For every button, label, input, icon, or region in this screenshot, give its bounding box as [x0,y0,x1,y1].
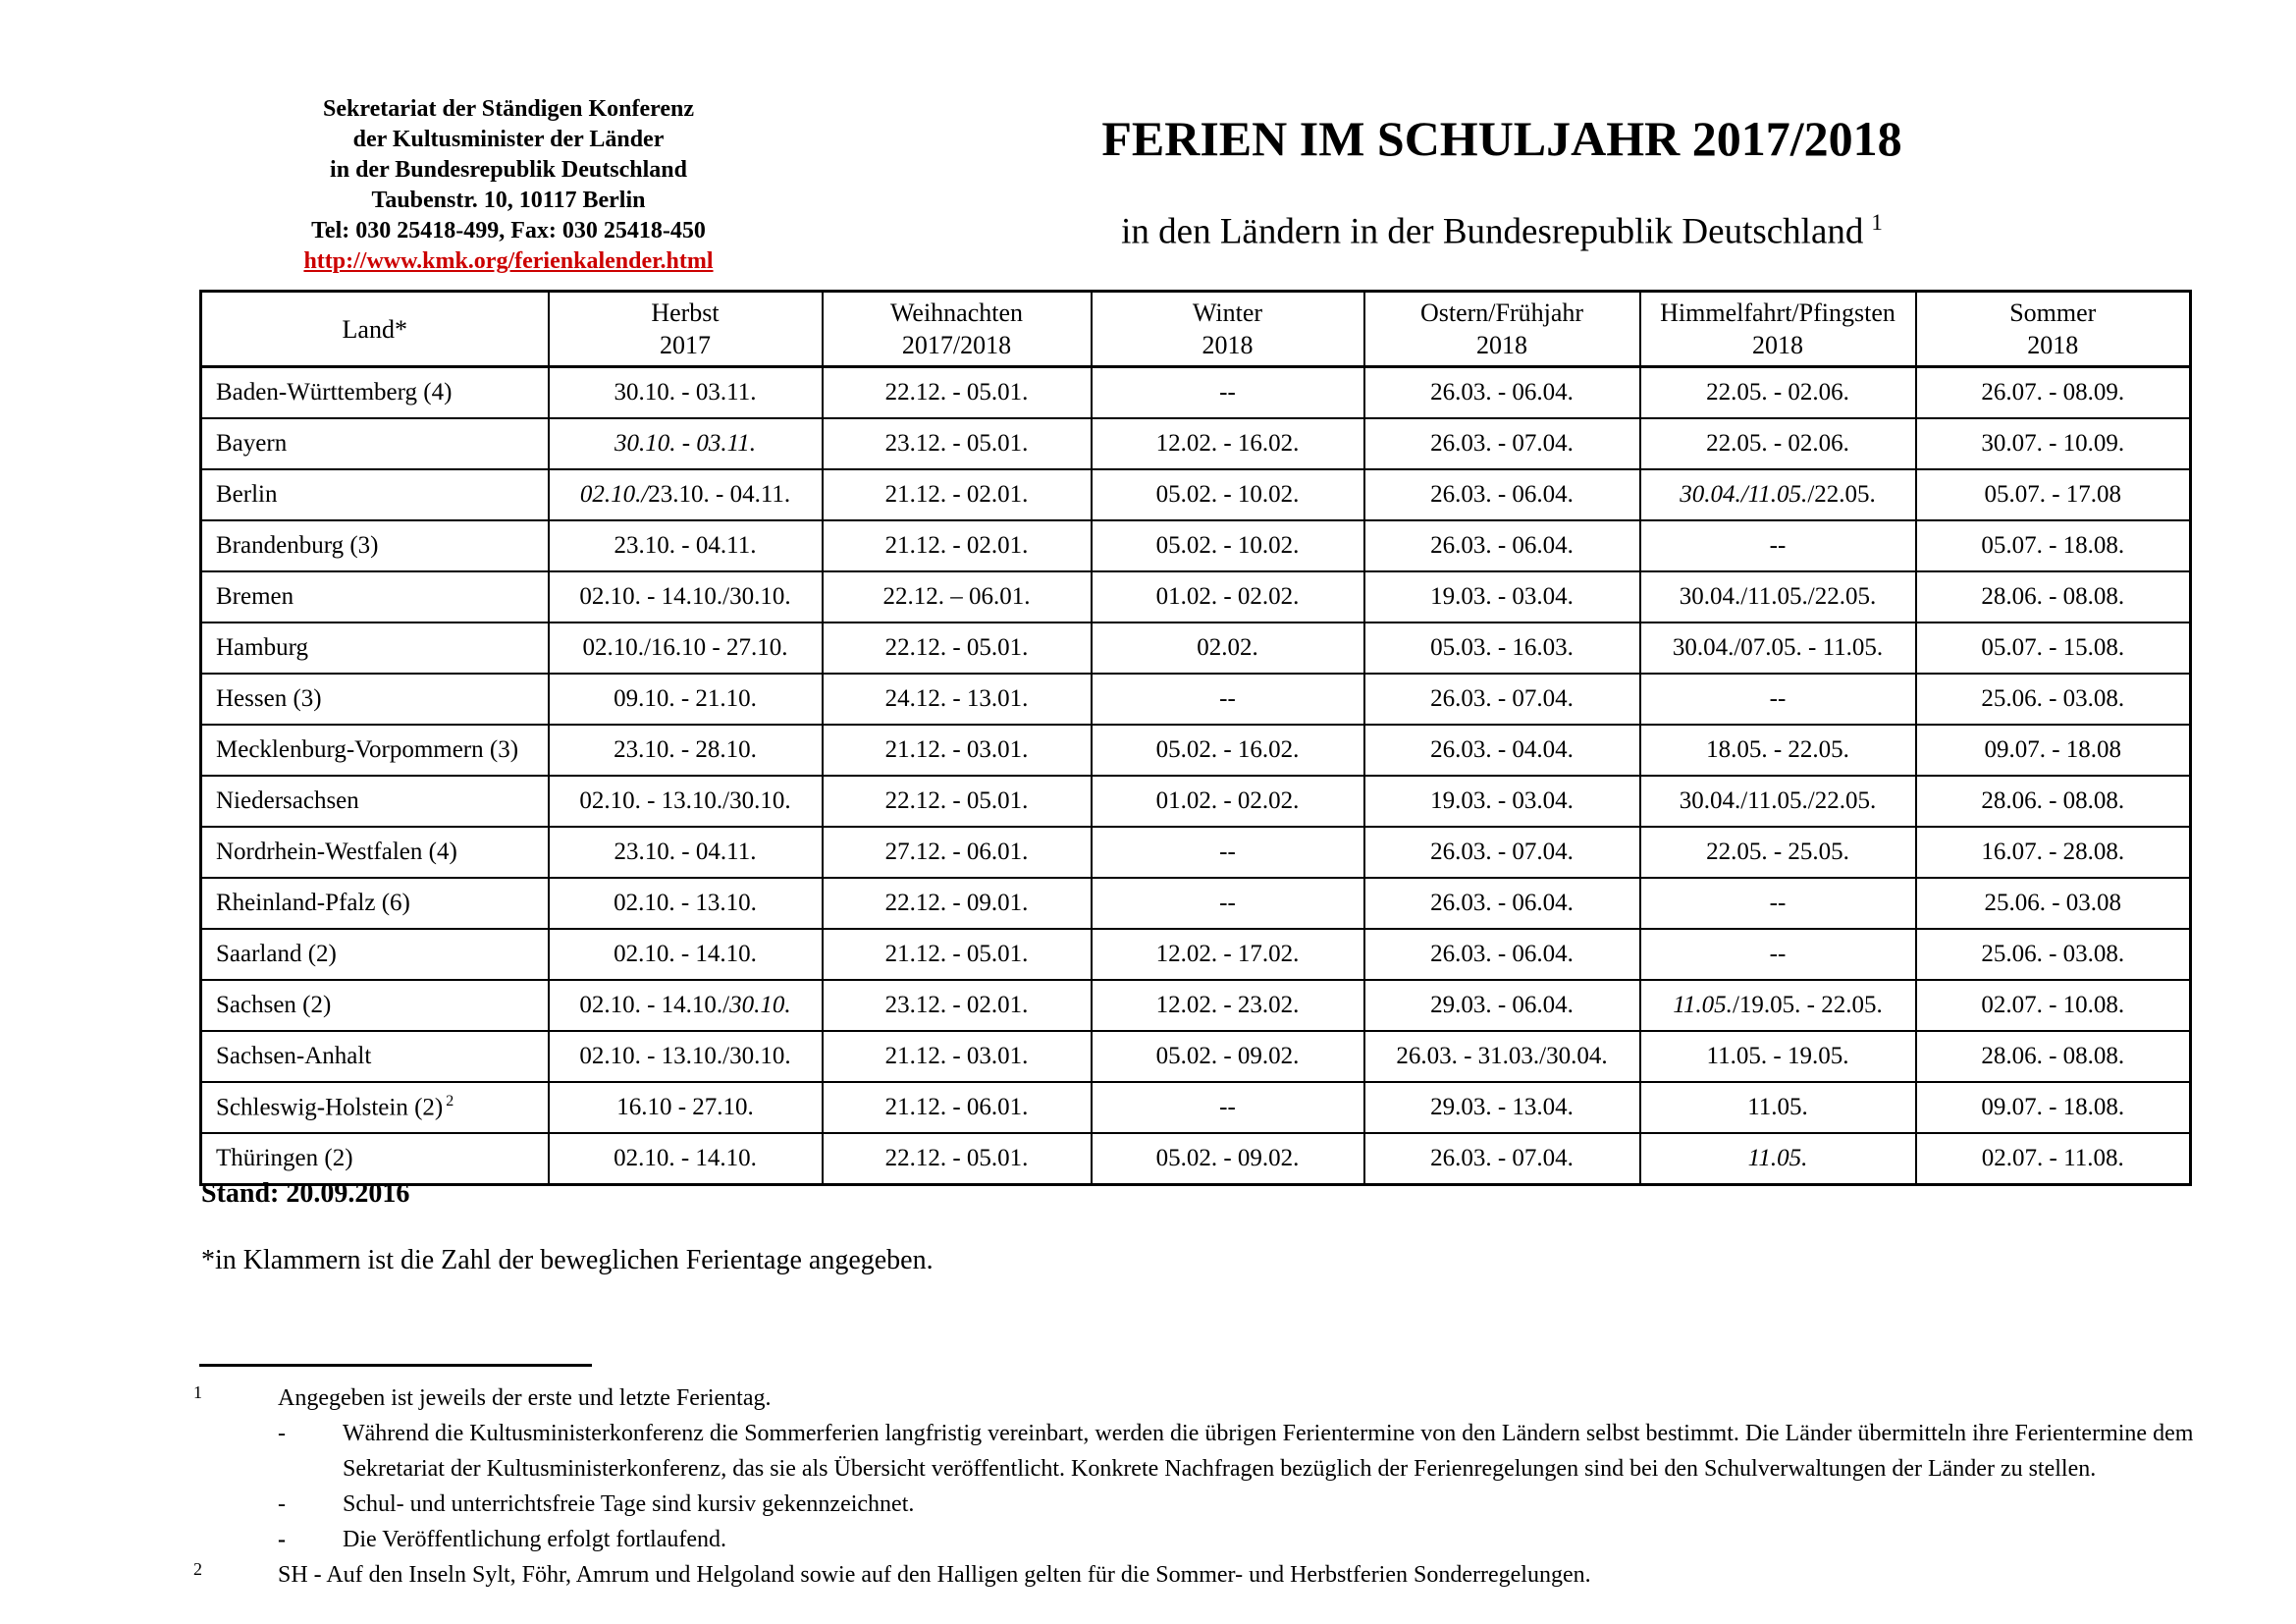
footnote-ref: 2 [446,1093,454,1110]
date-cell: 05.02. - 09.02. [1092,1133,1364,1185]
table-row [201,878,2191,929]
date-cell: 30.10. - 03.11. [549,418,823,469]
column-header-herbst: Herbst 2017 [549,292,823,367]
date-cell: 26.03. - 07.04. [1364,674,1640,725]
date-cell: 02.10. - 13.10. [549,878,823,929]
date-cell: 02.10. - 14.10./30.10. [549,980,823,1031]
date-cell: 05.07. - 15.08. [1916,623,2191,674]
kmk-link[interactable]: http://www.kmk.org/ferienkalender.html [303,248,714,274]
date-cell: -- [1640,674,1916,725]
subtitle-text: in den Ländern in der Bundesrepublik Deutschland [1121,211,1864,252]
land-cell: Schleswig-Holstein (2) $^2$ [201,1082,549,1133]
date-cell: 26.03. - 06.04. [1364,367,1640,419]
land-cell: Thüringen (2) [201,1133,549,1185]
date-cell: 11.05. [1640,1133,1916,1185]
date-cell: 12.02. - 16.02. [1092,418,1364,469]
table-row [201,520,2191,571]
date-cell: 24.12. - 13.01. [823,674,1092,725]
land-cell: Sachsen-Anhalt [201,1031,549,1082]
sender-line: Taubenstr. 10, 10117 Berlin [371,188,646,213]
date-cell: 09.07. - 18.08 [1916,725,2191,776]
date-cell: 30.04./07.05. - 11.05. [1640,623,1916,674]
date-cell: 21.12. - 05.01. [823,929,1092,980]
date-cell: 01.02. - 02.02. [1092,776,1364,827]
title-block [1070,110,1934,252]
table-row [201,674,2191,725]
date-cell: 05.02. - 10.02. [1092,469,1364,520]
date-cell: 26.03. - 06.04. [1364,469,1640,520]
date-cell: 22.12. - 05.01. [823,623,1092,674]
footnote-item [278,1416,2247,1487]
date-cell: 05.02. - 10.02. [1092,520,1364,571]
date-cell: 21.12. - 06.01. [823,1082,1092,1133]
date-cell: 27.12. - 06.01. [823,827,1092,878]
date-cell: 26.03. - 31.03./30.04. [1364,1031,1640,1082]
date-cell: 05.02. - 16.02. [1092,725,1364,776]
sender-block [199,94,818,277]
stand-label: Stand: 20.09.2016 [201,1178,410,1209]
table-row [201,623,2191,674]
date-cell: 18.05. - 22.05. [1640,725,1916,776]
table-row [201,1133,2191,1185]
page-title: FERIEN IM SCHULJAHR 2017/2018 [1101,111,1902,166]
date-cell: 01.02. - 02.02. [1092,571,1364,623]
date-cell: 25.06. - 03.08. [1916,674,2191,725]
date-cell: 02.10./23.10. - 04.11. [549,469,823,520]
date-cell: -- [1092,1082,1364,1133]
table-body [201,367,2191,1185]
date-cell: 19.03. - 03.04. [1364,776,1640,827]
date-cell: -- [1640,520,1916,571]
footnote-item-text: Während die Kultusministerkonferenz die Sommerferien langfristig vereinbart, werden die übrigen Ferientermine von den Ländern selbst bestimmt. Die Länder übermitteln ihre Ferientermine dem Sekretariat der Kultusministerkonferenz, das sie als Übersicht veröffentlicht. Konkrete Nachfragen bezüglich der Ferienregelungen sind bei den Schulverwaltungen der Länder zu stellen. [343,1421,2194,1482]
date-cell: 30.04./11.05./22.05. [1640,776,1916,827]
date-cell: 30.10. - 03.11. [549,367,823,419]
column-header-sommer: Sommer 2018 [1916,292,2191,367]
date-cell: 29.03. - 13.04. [1364,1082,1640,1133]
footnote-text: SH - Auf den Inseln Sylt, Föhr, Amrum und Helgoland sowie auf den Halligen gelten für die Sommer- und Herbstferien Sonderregelungen. [278,1562,1591,1588]
table-header-row [201,292,2191,367]
table-row [201,1082,2191,1133]
date-cell: 22.12. - 05.01. [823,1133,1092,1185]
date-cell: 21.12. - 03.01. [823,725,1092,776]
footnote-item-text: Schul- und unterrichtsfreie Tage sind kursiv gekennzeichnet. [343,1491,915,1517]
date-cell: 25.06. - 03.08. [1916,929,2191,980]
table-row [201,725,2191,776]
date-cell: 11.05. [1640,1082,1916,1133]
date-cell: 30.07. - 10.09. [1916,418,2191,469]
date-cell: 09.07. - 18.08. [1916,1082,2191,1133]
date-cell: 02.02. [1092,623,1364,674]
date-cell: 02.07. - 10.08. [1916,980,2191,1031]
sender-line: Sekretariat der Ständigen Konferenz [323,96,694,122]
dash-bullet: - [278,1421,286,1446]
date-cell: 30.04./11.05./22.05. [1640,571,1916,623]
footnote-marker: 2 [193,1559,202,1579]
date-cell: 22.05. - 02.06. [1640,367,1916,419]
date-cell: 23.10. - 04.11. [549,827,823,878]
footnote-item-text: Die Veröffentlichung erfolgt fortlaufend. [343,1527,726,1552]
date-cell: 23.10. - 04.11. [549,520,823,571]
date-cell: 11.05. - 19.05. [1640,1031,1916,1082]
date-cell: 28.06. - 08.08. [1916,776,2191,827]
date-cell: 16.07. - 28.08. [1916,827,2191,878]
footnote [193,1380,2247,1557]
date-cell: 22.12. - 05.01. [823,367,1092,419]
date-cell: 05.07. - 17.08 [1916,469,2191,520]
date-cell: 29.03. - 06.04. [1364,980,1640,1031]
date-cell: 02.10./16.10 - 27.10. [549,623,823,674]
table-row [201,980,2191,1031]
land-cell: Brandenburg (3) [201,520,549,571]
land-cell: Sachsen (2) [201,980,549,1031]
date-cell: 09.10. - 21.10. [549,674,823,725]
footnote-item [278,1487,2247,1522]
date-cell: 02.10. - 13.10./30.10. [549,776,823,827]
date-cell: 12.02. - 23.02. [1092,980,1364,1031]
land-cell: Baden-Württemberg (4) [201,367,549,419]
date-cell: 02.10. - 14.10. [549,1133,823,1185]
date-cell: 23.12. - 02.01. [823,980,1092,1031]
date-cell: -- [1092,878,1364,929]
land-cell: Niedersachsen [201,776,549,827]
table-row [201,469,2191,520]
land-cell: Saarland (2) [201,929,549,980]
date-cell: 05.07. - 18.08. [1916,520,2191,571]
date-cell: 05.03. - 16.03. [1364,623,1640,674]
asterisk-note: *in Klammern ist die Zahl der beweglichen Ferientage angegeben. [201,1245,934,1275]
date-cell: 22.12. - 05.01. [823,776,1092,827]
date-cell: 26.03. - 06.04. [1364,929,1640,980]
subtitle-footnote-ref: 1 [1871,210,1883,235]
date-cell: -- [1092,367,1364,419]
date-cell: 11.05./19.05. - 22.05. [1640,980,1916,1031]
date-cell: 30.04./11.05./22.05. [1640,469,1916,520]
date-cell: 22.12. – 06.01. [823,571,1092,623]
date-cell: 19.03. - 03.04. [1364,571,1640,623]
table-row [201,571,2191,623]
date-cell: 26.03. - 06.04. [1364,520,1640,571]
date-cell: 02.07. - 11.08. [1916,1133,2191,1185]
date-cell: -- [1092,674,1364,725]
date-cell: 28.06. - 08.08. [1916,1031,2191,1082]
date-cell: 26.07. - 08.09. [1916,367,2191,419]
date-cell: 21.12. - 02.01. [823,520,1092,571]
footnote-separator [199,1364,592,1367]
table-row [201,776,2191,827]
date-cell: -- [1640,929,1916,980]
date-cell: 23.10. - 28.10. [549,725,823,776]
sender-line: der Kultusminister der Länder [352,127,665,152]
land-cell: Rheinland-Pfalz (6) [201,878,549,929]
table-row [201,367,2191,419]
land-cell: Mecklenburg-Vorpommern (3) [201,725,549,776]
land-cell: Hessen (3) [201,674,549,725]
table-row [201,827,2191,878]
sender-line: in der Bundesrepublik Deutschland [330,157,687,183]
date-cell: 21.12. - 02.01. [823,469,1092,520]
date-cell: 02.10. - 14.10./30.10. [549,571,823,623]
date-cell: 22.12. - 09.01. [823,878,1092,929]
table-row [201,418,2191,469]
date-cell: 26.03. - 04.04. [1364,725,1640,776]
column-header-winter: Winter 2018 [1092,292,1364,367]
date-cell: 16.10 - 27.10. [549,1082,823,1133]
date-cell: 26.03. - 07.04. [1364,1133,1640,1185]
date-cell: 22.05. - 25.05. [1640,827,1916,878]
date-cell: 05.02. - 09.02. [1092,1031,1364,1082]
table-row [201,1031,2191,1082]
footnote-text: Angegeben ist jeweils der erste und letzte Ferientag. [278,1385,772,1411]
dash-bullet: - [278,1527,286,1552]
date-cell: 02.10. - 14.10. [549,929,823,980]
footnotes [193,1380,2247,1593]
dash-bullet: - [278,1491,286,1517]
date-cell: -- [1092,827,1364,878]
date-cell: 26.03. - 07.04. [1364,418,1640,469]
column-header-ostern: Ostern/Frühjahr 2018 [1364,292,1640,367]
date-cell: 28.06. - 08.08. [1916,571,2191,623]
date-cell: 12.02. - 17.02. [1092,929,1364,980]
land-cell: Berlin [201,469,549,520]
land-cell: Hamburg [201,623,549,674]
date-cell: 25.06. - 03.08 [1916,878,2191,929]
column-header-weihnachten: Weihnachten 2017/2018 [823,292,1092,367]
date-cell: 23.12. - 05.01. [823,418,1092,469]
date-cell: 26.03. - 06.04. [1364,878,1640,929]
footnote [193,1557,2247,1593]
footnote-item [278,1522,2247,1557]
date-cell: 02.10. - 13.10./30.10. [549,1031,823,1082]
column-header-land: Land* [201,292,549,367]
land-cell: Bayern [201,418,549,469]
holiday-table [199,290,2192,1186]
date-cell: -- [1640,878,1916,929]
date-cell: 26.03. - 07.04. [1364,827,1640,878]
land-cell: Bremen [201,571,549,623]
date-cell: 21.12. - 03.01. [823,1031,1092,1082]
date-cell: 22.05. - 02.06. [1640,418,1916,469]
land-cell: Nordrhein-Westfalen (4) [201,827,549,878]
table-row [201,929,2191,980]
sender-line: Tel: 030 25418-499, Fax: 030 25418-450 [311,218,706,244]
page-subtitle [1070,210,1934,252]
column-header-himmelfahrt: Himmelfahrt/Pfingsten 2018 [1640,292,1916,367]
footnote-marker: 1 [193,1382,202,1402]
